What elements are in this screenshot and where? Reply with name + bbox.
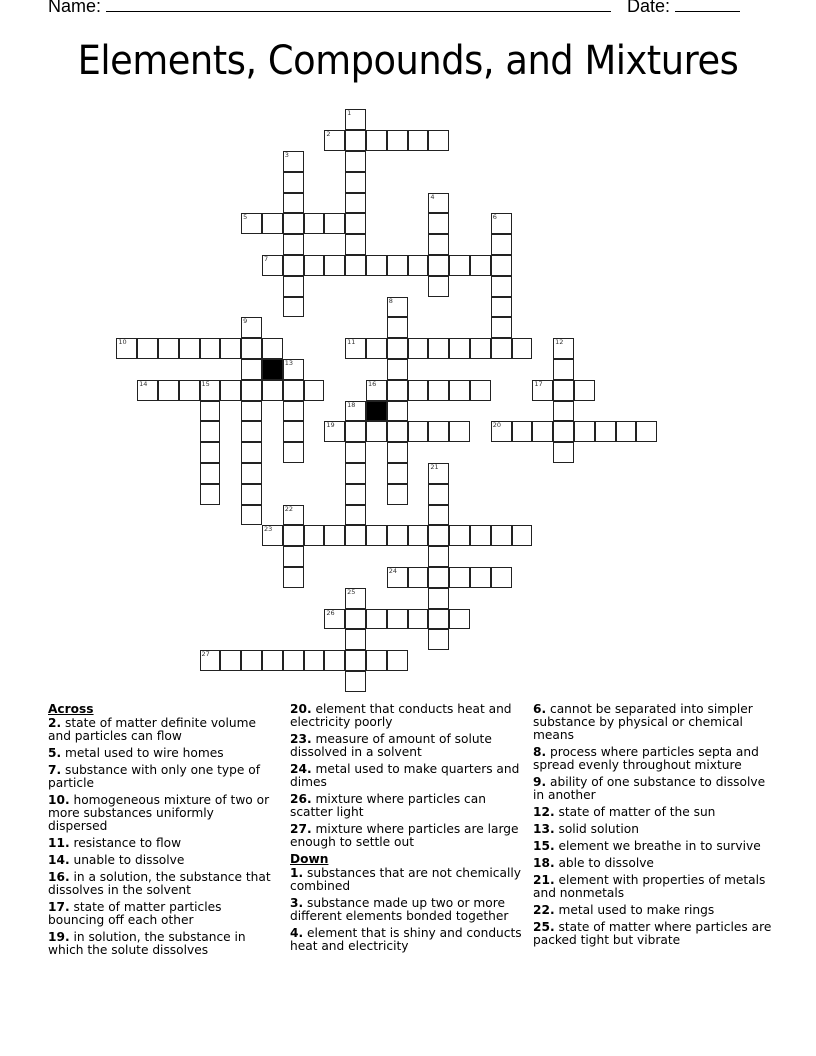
- grid-cell[interactable]: [491, 525, 512, 546]
- clue-number: 19: [326, 421, 335, 430]
- grid-cell[interactable]: [283, 525, 304, 546]
- clue-number: 18: [347, 400, 356, 409]
- grid-cell[interactable]: [179, 338, 200, 359]
- across-heading: Across: [48, 702, 94, 716]
- grid-cell[interactable]: [387, 359, 408, 380]
- grid-cell[interactable]: [345, 234, 366, 255]
- down-clue: 6. cannot be separated into simpler substance by physical or chemical means: [533, 702, 753, 742]
- grid-cell[interactable]: [408, 130, 429, 151]
- clue-number-label: 22.: [533, 903, 555, 917]
- grid-cell[interactable]: [512, 338, 533, 359]
- clue-number: 6: [492, 213, 497, 222]
- grid-cell[interactable]: [449, 609, 470, 630]
- date-label: Date:: [627, 0, 671, 16]
- grid-cell[interactable]: [553, 380, 574, 401]
- clue-number-label: 26.: [290, 792, 312, 806]
- grid-cell[interactable]: [408, 567, 429, 588]
- grid-cell[interactable]: [283, 297, 304, 318]
- grid-cell[interactable]: [345, 525, 366, 546]
- grid-cell[interactable]: [304, 650, 325, 671]
- grid-cell[interactable]: [345, 130, 366, 151]
- grid-cell[interactable]: [470, 255, 491, 276]
- clue-number-label: 25.: [533, 920, 555, 934]
- clue-number: 25: [347, 587, 356, 596]
- grid-cell[interactable]: [283, 234, 304, 255]
- clue-number-label: 8.: [533, 745, 547, 759]
- grid-cell[interactable]: [428, 629, 449, 650]
- clue-number-label: 6.: [533, 702, 547, 716]
- clue-number-label: 7.: [48, 763, 62, 777]
- grid-cell[interactable]: [366, 338, 387, 359]
- grid-cell[interactable]: [283, 567, 304, 588]
- grid-cell[interactable]: [428, 130, 449, 151]
- grid-cell[interactable]: [241, 213, 262, 234]
- grid-cell[interactable]: [241, 484, 262, 505]
- grid-cell[interactable]: [283, 276, 304, 297]
- grid-cell[interactable]: [491, 234, 512, 255]
- grid-cell[interactable]: [241, 338, 262, 359]
- down-clue: 18. able to dissolve: [533, 856, 654, 870]
- across-clue: 24. metal used to make quarters and dimes: [290, 762, 520, 789]
- clue-number-label: 10.: [48, 793, 70, 807]
- down-clue: 22. metal used to make rings: [533, 903, 715, 917]
- grid-cell[interactable]: [595, 421, 616, 442]
- grid-cell[interactable]: [345, 401, 366, 422]
- grid-cell[interactable]: [387, 421, 408, 442]
- grid-cell[interactable]: [470, 567, 491, 588]
- grid-cell[interactable]: [408, 255, 429, 276]
- grid-cell[interactable]: [387, 484, 408, 505]
- grid-cell[interactable]: [283, 442, 304, 463]
- grid-cell[interactable]: [428, 380, 449, 401]
- across-clue: 14. unable to dissolve: [48, 853, 185, 867]
- grid-cell[interactable]: [616, 421, 637, 442]
- grid-cell[interactable]: [532, 421, 553, 442]
- clue-number: 27: [201, 650, 210, 659]
- grid-cell[interactable]: [283, 172, 304, 193]
- clue-number-label: 3.: [290, 896, 304, 910]
- clue-number-label: 19.: [48, 930, 70, 944]
- grid-cell[interactable]: [491, 338, 512, 359]
- clue-number-label: 4.: [290, 926, 304, 940]
- grid-cell[interactable]: [491, 213, 512, 234]
- grid-cell[interactable]: [387, 297, 408, 318]
- grid-cell[interactable]: [491, 317, 512, 338]
- grid-cell[interactable]: [532, 380, 553, 401]
- grid-cell[interactable]: [449, 421, 470, 442]
- grid-cell[interactable]: [283, 359, 304, 380]
- grid-cell[interactable]: [449, 380, 470, 401]
- down-clue: 3. substance made up two or more different elements bonded together: [290, 896, 509, 923]
- down-clue: 1. substances that are not chemically combined: [290, 866, 521, 893]
- grid-cell[interactable]: [345, 442, 366, 463]
- clue-number-label: 14.: [48, 853, 70, 867]
- grid-cell[interactable]: [345, 213, 366, 234]
- grid-cell[interactable]: [387, 338, 408, 359]
- grid-cell[interactable]: [200, 421, 221, 442]
- grid-cell[interactable]: [512, 525, 533, 546]
- clue-number: 3: [284, 150, 289, 159]
- clue-column-1: [48, 703, 276, 961]
- grid-cell[interactable]: [366, 650, 387, 671]
- grid-cell[interactable]: [387, 525, 408, 546]
- clue-number: 26: [326, 608, 335, 617]
- grid-cell[interactable]: [428, 193, 449, 214]
- black-cell: [366, 401, 387, 422]
- grid-cell[interactable]: [428, 255, 449, 276]
- grid-cell[interactable]: [345, 650, 366, 671]
- clue-number: 8: [388, 296, 393, 305]
- grid-cell[interactable]: [387, 650, 408, 671]
- grid-cell[interactable]: [366, 609, 387, 630]
- down-clue: 13. solid solution: [533, 822, 639, 836]
- grid-cell[interactable]: [366, 421, 387, 442]
- clue-number-label: 21.: [533, 873, 555, 887]
- grid-cell[interactable]: [387, 567, 408, 588]
- across-clue: 11. resistance to flow: [48, 836, 182, 850]
- clue-column-3: [533, 703, 773, 951]
- across-clue: 7. substance with only one type of particle: [48, 763, 260, 790]
- grid-cell[interactable]: [408, 525, 429, 546]
- down-clue: 4. element that is shiny and conducts heat and electricity: [290, 926, 522, 953]
- clue-number: 5: [243, 213, 248, 222]
- grid-cell[interactable]: [491, 421, 512, 442]
- grid-cell[interactable]: [408, 338, 429, 359]
- grid-cell[interactable]: [470, 380, 491, 401]
- grid-cell[interactable]: [345, 609, 366, 630]
- clue-number-label: 2.: [48, 716, 62, 730]
- page-title: Elements, Compounds, and Mixtures: [77, 38, 739, 84]
- grid-cell[interactable]: [553, 442, 574, 463]
- grid-cell[interactable]: [304, 213, 325, 234]
- grid-cell[interactable]: [241, 463, 262, 484]
- down-heading: Down: [290, 852, 329, 866]
- grid-cell[interactable]: [324, 525, 345, 546]
- clue-number-label: 5.: [48, 746, 62, 760]
- grid-cell[interactable]: [449, 567, 470, 588]
- across-clue: 23. measure of amount of solute dissolved in a solvent: [290, 732, 492, 759]
- clue-number-label: 15.: [533, 839, 555, 853]
- grid-cell[interactable]: [241, 442, 262, 463]
- grid-cell[interactable]: [553, 338, 574, 359]
- grid-cell[interactable]: [449, 338, 470, 359]
- grid-cell[interactable]: [387, 130, 408, 151]
- clue-number-label: 24.: [290, 762, 312, 776]
- grid-cell[interactable]: [428, 525, 449, 546]
- clue-number-label: 16.: [48, 870, 70, 884]
- grid-cell[interactable]: [574, 421, 595, 442]
- across-clue: 2. state of matter definite volume and particles can flow: [48, 716, 256, 743]
- grid-cell[interactable]: [345, 463, 366, 484]
- across-clue: 16. in a solution, the substance that dissolves in the solvent: [48, 870, 271, 897]
- grid-cell[interactable]: [200, 401, 221, 422]
- grid-cell[interactable]: [428, 484, 449, 505]
- down-clue: 12. state of matter of the sun: [533, 805, 716, 819]
- across-clue: 10. homogeneous mixture of two or more substances uniformly dispersed: [48, 793, 270, 833]
- grid-cell[interactable]: [428, 234, 449, 255]
- grid-cell[interactable]: [345, 172, 366, 193]
- grid-cell[interactable]: [200, 463, 221, 484]
- grid-cell[interactable]: [449, 525, 470, 546]
- clue-number: 4: [430, 192, 435, 201]
- grid-cell[interactable]: [345, 421, 366, 442]
- grid-cell[interactable]: [387, 463, 408, 484]
- grid-cell[interactable]: [324, 609, 345, 630]
- grid-cell[interactable]: [283, 213, 304, 234]
- grid-cell[interactable]: [283, 401, 304, 422]
- across-clue: 26. mixture where particles can scatter light: [290, 792, 486, 819]
- clue-number: 16: [367, 379, 377, 388]
- grid-cell[interactable]: [200, 442, 221, 463]
- grid-cell[interactable]: [241, 505, 262, 526]
- clue-number-label: 11.: [48, 836, 70, 850]
- grid-cell[interactable]: [283, 505, 304, 526]
- grid-cell[interactable]: [408, 421, 429, 442]
- grid-cell[interactable]: [428, 546, 449, 567]
- grid-cell[interactable]: [241, 317, 262, 338]
- clue-number: 2: [326, 130, 331, 139]
- clue-number: 11: [347, 338, 356, 347]
- grid-cell[interactable]: [241, 421, 262, 442]
- grid-cell[interactable]: [241, 380, 262, 401]
- clue-number: 22: [284, 504, 294, 513]
- grid-cell[interactable]: [491, 276, 512, 297]
- grid-cell[interactable]: [553, 401, 574, 422]
- grid-cell[interactable]: [262, 650, 283, 671]
- clue-column-2: [290, 703, 526, 957]
- across-clue: 27. mixture where particles are large enough to settle out: [290, 822, 519, 849]
- grid-cell[interactable]: [241, 650, 262, 671]
- grid-cell[interactable]: [262, 213, 283, 234]
- grid-cell[interactable]: [366, 130, 387, 151]
- grid-cell[interactable]: [345, 193, 366, 214]
- grid-cell[interactable]: [553, 359, 574, 380]
- grid-cell[interactable]: [636, 421, 657, 442]
- grid-cell[interactable]: [262, 338, 283, 359]
- down-clue: 9. ability of one substance to dissolve in another: [533, 775, 766, 802]
- black-cell: [262, 359, 283, 380]
- grid-cell[interactable]: [387, 255, 408, 276]
- clue-number-label: 17.: [48, 900, 70, 914]
- grid-cell[interactable]: [574, 380, 595, 401]
- clue-number-label: 9.: [533, 775, 547, 789]
- grid-cell[interactable]: [428, 588, 449, 609]
- across-clue: 20. element that conducts heat and electricity poorly: [290, 702, 512, 729]
- grid-cell[interactable]: [387, 380, 408, 401]
- grid-cell[interactable]: [387, 401, 408, 422]
- grid-cell[interactable]: [304, 380, 325, 401]
- grid-cell[interactable]: [241, 359, 262, 380]
- grid-cell[interactable]: [116, 338, 137, 359]
- grid-cell[interactable]: [491, 567, 512, 588]
- across-clue: 19. in solution, the substance in which the solute dissolves: [48, 930, 246, 957]
- grid-cell[interactable]: [345, 588, 366, 609]
- grid-cell[interactable]: [283, 193, 304, 214]
- grid-cell[interactable]: [428, 276, 449, 297]
- grid-cell[interactable]: [324, 255, 345, 276]
- clue-number: 14: [139, 379, 148, 388]
- grid-cell[interactable]: [387, 609, 408, 630]
- grid-cell[interactable]: [491, 255, 512, 276]
- grid-cell[interactable]: [262, 255, 283, 276]
- clue-number: 15: [201, 379, 210, 388]
- grid-cell[interactable]: [262, 525, 283, 546]
- clue-number: 9: [243, 317, 248, 326]
- grid-cell[interactable]: [220, 338, 241, 359]
- grid-cell[interactable]: [408, 609, 429, 630]
- clue-number-label: 12.: [533, 805, 555, 819]
- grid-cell[interactable]: [200, 650, 221, 671]
- grid-cell[interactable]: [345, 484, 366, 505]
- clue-number: 17: [534, 379, 543, 388]
- grid-cell[interactable]: [137, 338, 158, 359]
- grid-cell[interactable]: [366, 380, 387, 401]
- grid-cell[interactable]: [428, 463, 449, 484]
- grid-cell[interactable]: [345, 671, 366, 692]
- grid-cell[interactable]: [387, 442, 408, 463]
- clue-number: 13: [284, 358, 294, 367]
- grid-cell[interactable]: [428, 505, 449, 526]
- grid-cell[interactable]: [158, 380, 179, 401]
- grid-cell[interactable]: [345, 255, 366, 276]
- clue-number-label: 20.: [290, 702, 312, 716]
- grid-cell[interactable]: [283, 380, 304, 401]
- clue-number: 12: [555, 338, 564, 347]
- clue-number: 20: [492, 421, 502, 430]
- grid-cell[interactable]: [283, 650, 304, 671]
- grid-cell[interactable]: [428, 213, 449, 234]
- grid-cell[interactable]: [366, 255, 387, 276]
- across-clue: 5. metal used to wire homes: [48, 746, 224, 760]
- clue-number: 24: [388, 566, 398, 575]
- clue-number: 10: [118, 338, 127, 347]
- clue-number-label: 27.: [290, 822, 312, 836]
- grid-cell[interactable]: [408, 380, 429, 401]
- grid-cell[interactable]: [428, 567, 449, 588]
- grid-cell[interactable]: [512, 421, 533, 442]
- grid-cell[interactable]: [283, 255, 304, 276]
- grid-cell[interactable]: [304, 255, 325, 276]
- name-label: Name:: [48, 0, 102, 16]
- grid-cell[interactable]: [553, 421, 574, 442]
- grid-cell[interactable]: [345, 151, 366, 172]
- grid-cell[interactable]: [345, 629, 366, 650]
- grid-cell[interactable]: [324, 213, 345, 234]
- grid-cell[interactable]: [470, 525, 491, 546]
- grid-cell[interactable]: [491, 297, 512, 318]
- clue-number: 21: [430, 462, 439, 471]
- grid-cell[interactable]: [220, 650, 241, 671]
- grid-cell[interactable]: [304, 525, 325, 546]
- grid-cell[interactable]: [324, 421, 345, 442]
- clue-number-label: 13.: [533, 822, 555, 836]
- down-clue: 15. element we breathe in to survive: [533, 839, 761, 853]
- grid-cell[interactable]: [179, 380, 200, 401]
- clue-number: 7: [263, 254, 269, 263]
- grid-cell[interactable]: [387, 317, 408, 338]
- grid-cell[interactable]: [200, 380, 221, 401]
- clue-number: 23: [263, 525, 273, 534]
- grid-cell[interactable]: [158, 338, 179, 359]
- grid-cell[interactable]: [283, 151, 304, 172]
- grid-cell[interactable]: [428, 338, 449, 359]
- grid-cell[interactable]: [449, 255, 470, 276]
- grid-cell[interactable]: [200, 484, 221, 505]
- grid-cell[interactable]: [366, 525, 387, 546]
- clue-number-label: 18.: [533, 856, 555, 870]
- grid-cell[interactable]: [324, 130, 345, 151]
- down-clue: 25. state of matter where particles are packed tight but vibrate: [533, 920, 772, 947]
- grid-cell[interactable]: [283, 421, 304, 442]
- grid-cell[interactable]: [200, 338, 221, 359]
- down-clue: 21. element with properties of metals and nonmetals: [533, 873, 766, 900]
- grid-cell[interactable]: [283, 546, 304, 567]
- grid-cell[interactable]: [345, 505, 366, 526]
- grid-cell[interactable]: [137, 380, 158, 401]
- grid-cell[interactable]: [345, 109, 366, 130]
- clue-number-label: 23.: [290, 732, 312, 746]
- down-clue: 8. process where particles septa and spread evenly throughout mixture: [533, 745, 759, 772]
- grid-cell[interactable]: [220, 380, 241, 401]
- grid-cell[interactable]: [345, 338, 366, 359]
- clue-number: 1: [347, 109, 352, 118]
- grid-cell[interactable]: [241, 401, 262, 422]
- grid-cell[interactable]: [262, 380, 283, 401]
- grid-cell[interactable]: [428, 421, 449, 442]
- grid-cell[interactable]: [324, 650, 345, 671]
- across-clue: 17. state of matter particles bouncing off each other: [48, 900, 222, 927]
- clue-number-label: 1.: [290, 866, 304, 880]
- grid-cell[interactable]: [470, 338, 491, 359]
- grid-cell[interactable]: [428, 609, 449, 630]
